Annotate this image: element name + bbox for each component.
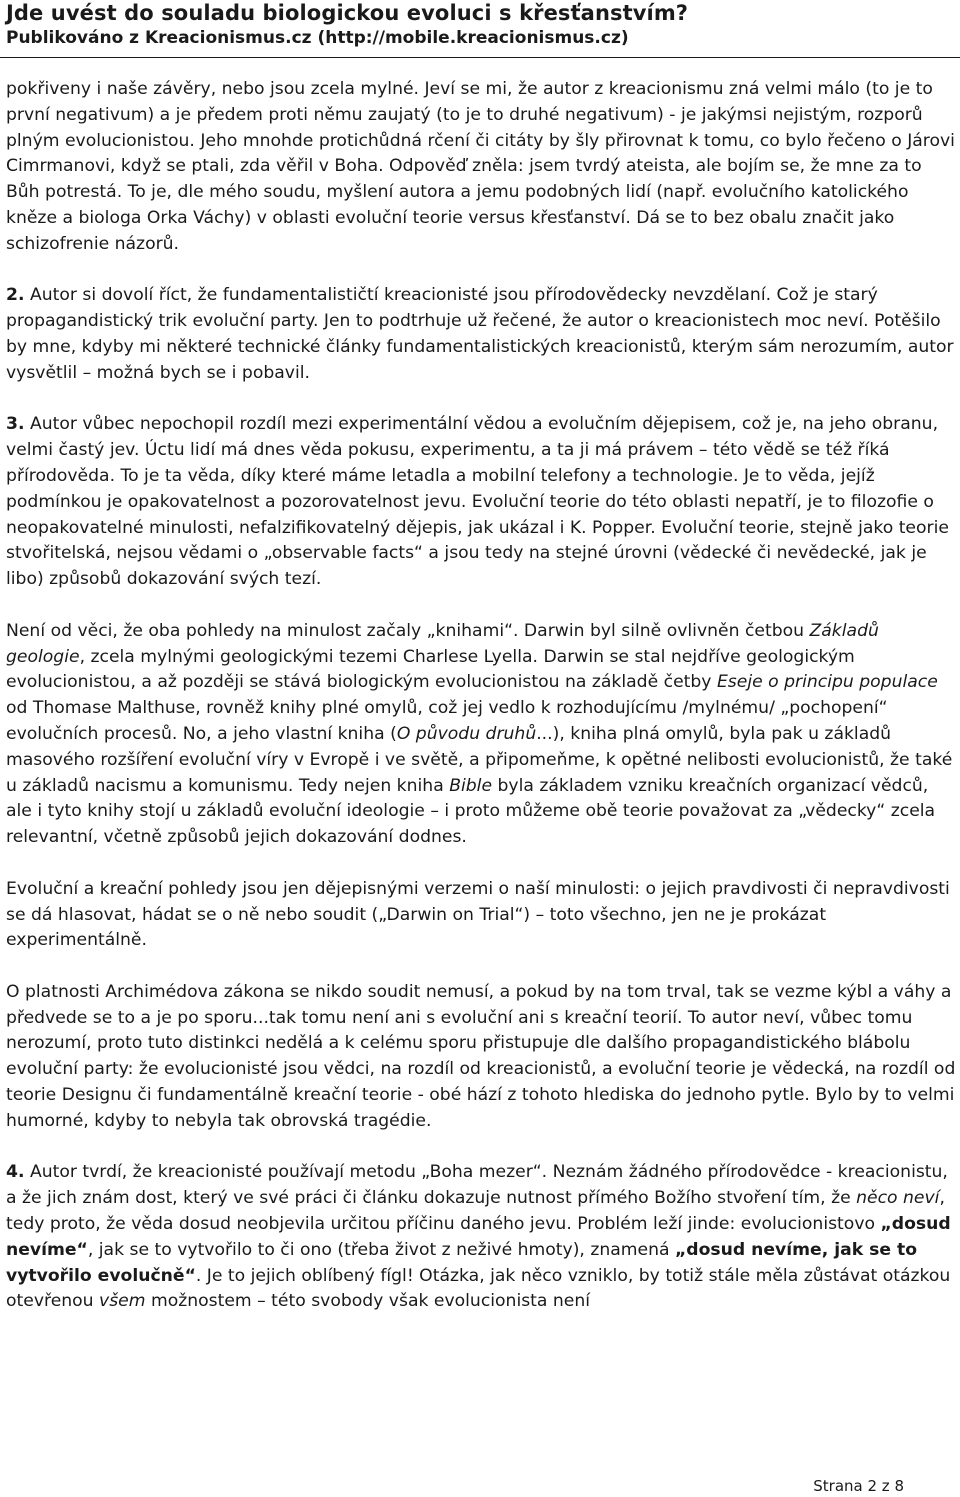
text-run: , zcela mylnými geologickými tezemi Charlese Lyella. Darwin se stal nejdříve geologickým evolucionistou, a až později se stává biologickým evolucionistou na základě četby — [6, 646, 855, 693]
emphasis: něco neví — [856, 1188, 940, 1209]
paragraph-point-3 — [6, 412, 956, 593]
text-run: , jak se to vytvořilo to či ono (třeba život z neživé hmoty), znamená — [87, 1239, 675, 1260]
bold-quote: „dosud nevíme, jak se to vytvořilo evolučně“ — [6, 1239, 918, 1286]
paragraph — [6, 619, 956, 851]
header-divider — [0, 57, 960, 58]
book-title: Eseje o principu populace — [716, 672, 938, 693]
bold-quote: „dosud nevíme“ — [6, 1214, 951, 1260]
text-run: Autor tvrdí, že kreacionisté používají metodu „Boha mezer“. Neznám žádného přírodovědce - kreacionistu, a že jich znám dost, který ve své práci či článku dokazuje nutnost přímého Božího stvoření tím, že — [6, 1162, 948, 1209]
page-header — [6, 0, 956, 50]
point-number: 4. — [6, 1162, 25, 1183]
emphasis: všem — [99, 1291, 146, 1312]
text-run: možnostem – této svobody však evolucionista není — [145, 1291, 591, 1312]
point-number: 3. — [6, 414, 25, 435]
book-title: Bible — [449, 775, 493, 796]
paragraph-text: Evoluční a kreační pohledy jsou jen dějepisnými verzemi o naší minulosti: o jejich pravdivosti či nepravdivosti se dá hlasovat, hádat se o ně nebo soudit („Darwin on Trial“) – toto všechno, jen ne je prokázat experimentálně. — [6, 878, 950, 951]
paragraph-text: Autor vůbec nepochopil rozdíl mezi experimentální vědou a evolučním dějepisem, což je, na jeho obranu, velmi častý jev. Úctu lidí má dnes věda pokusu, experimentu, a ta ji má právem – této vědě se též říká přírodověda. To je ta věda, díky které máme letadla a mobilní telefony a technologie. Je to věda, jejíž podmínkou je opakovatelnost a pozorovatelnost jevu. Evoluční teorie do této oblasti nepatří, je to filozofie o neopakovatelné minulosti, nefalzifikovatelný dějepis, jak ukázal i K. Popper. Evoluční teorie, stejně jako teorie stvořitelská, nejsou vědami o „observable facts“ a jsou tedy na stejné úrovni (vědecké či nevědecké, jak je libo) způsobů dokazování svých tezí. — [6, 414, 949, 590]
paragraph — [6, 980, 956, 1135]
text-run: byla základem vzniku kreačních organizací vědců, ale i tyto knihy stojí u základů evoluční ideologie – i proto můžeme obě teorie považovat za „vědecky“ zcela relevantní, včetně způsobů jejich dokazování dodnes. — [6, 775, 936, 848]
point-number: 2. — [6, 285, 25, 306]
text-run: . Je to jejich oblíbený fígl! Otázka, jak něco vzniklo, by totiž stále měla zůstávat otázkou otevřenou — [6, 1265, 951, 1312]
article-body — [6, 77, 956, 1315]
paragraph — [6, 77, 956, 258]
paragraph-text: O platnosti Archimédova zákona se nikdo soudit nemusí, a pokud by na tom trval, tak se vezme kýbl a váhy a předvede se to a je po sporu...tak tomu není ani s evoluční ani s kreační teorií. To autor neví, vůbec tomu nerozumí, proto tuto distinkci nedělá a k celému sporu přistupuje dle dalšího propagandistického blábolu evoluční party: že evolucionisté jsou vědci, na rozdíl od kreacionistů, a evoluční teorie je vědecká, na rozdíl od teorie Designu či fundamentálně kreační teorie - obé hází z tohoto hlediska do jednoho pytle. Bylo by to velmi humorné, kdyby to nebyla tak obrovská tragédie. — [6, 981, 956, 1131]
paragraph-text: Autor si dovolí říct, že fundamentalističtí kreacionisté jsou přírodovědecky nevzdělaní. Což je starý propagandistický trik evoluční party. Jen to podtrhuje už řečené, že autor o kreacionistech moc neví. Potěšilo by mne, kdyby mi některé technické články fundamentalistických kreacionistů, kterým sám nerozumím, autor vysvětlil – možná bych se i pobavil. — [6, 285, 954, 383]
source-line: Publikováno z Kreacionismus.cz (http://mobile.kreacionismus.cz) — [6, 28, 629, 48]
text-run: Není od věci, že oba pohledy na minulost začaly „knihami“. Darwin byl silně ovlivněn četbou — [6, 620, 810, 641]
paragraph — [6, 877, 956, 954]
text-run: ...), kniha plná omylů, byla pak u základů masového rozšíření evoluční víry v Evropě i ve světě, a připomeňme, k opětné nelibosti evolucionistů, že také u základů nacismu a komunismu. Tedy nejen kniha — [6, 723, 953, 796]
text-run: , tedy proto, že věda dosud neobjevila určitou příčinu daného jevu. Problém leží jinde: evolucionistovo — [6, 1188, 945, 1235]
paragraph-text: pokřiveny i naše závěry, nebo jsou zcela mylné. Jeví se mi, že autor z kreacionismu zná velmi málo (to je to první negativum) a je předem proti němu zaujatý (to je to druhé negativum) - je jakýmsi nejistým, rozporů plným evolucionistou. Jeho mnohde protichůdná rčení či citáty by šly přirovnat k tomu, co bylo řečeno o Járovi Cimrmanovi, když se ptali, zda věřil v Boha. Odpověď zněla: jsem tvrdý ateista, ale bojím se, že mne za to Bůh potrestá. To je, dle mého soudu, myšlení autora a jemu podobných lidí (např. evolučního katolického kněze a biologa Orka Váchy) v oblasti evoluční teorie versus křesťanství. Dá se to bez obalu značit jako schizofrenie názorů. — [6, 79, 955, 254]
page-number: Strana 2 z 8 — [813, 1477, 904, 1495]
book-title: O původu druhů — [396, 723, 537, 744]
article-title: Jde uvést do souladu biologickou evoluci s křesťanstvím? — [6, 1, 689, 25]
paragraph-point-2 — [6, 283, 956, 386]
book-title: Základů geologie — [6, 620, 879, 667]
text-run: od Thomase Malthuse, rovněž knihy plné omylů, což jej vedlo k rozhodujícímu /mylnému/ „pochopení“ evolučních procesů. No, a jeho vlastní kniha ( — [6, 698, 888, 744]
paragraph-point-4 — [6, 1160, 956, 1315]
